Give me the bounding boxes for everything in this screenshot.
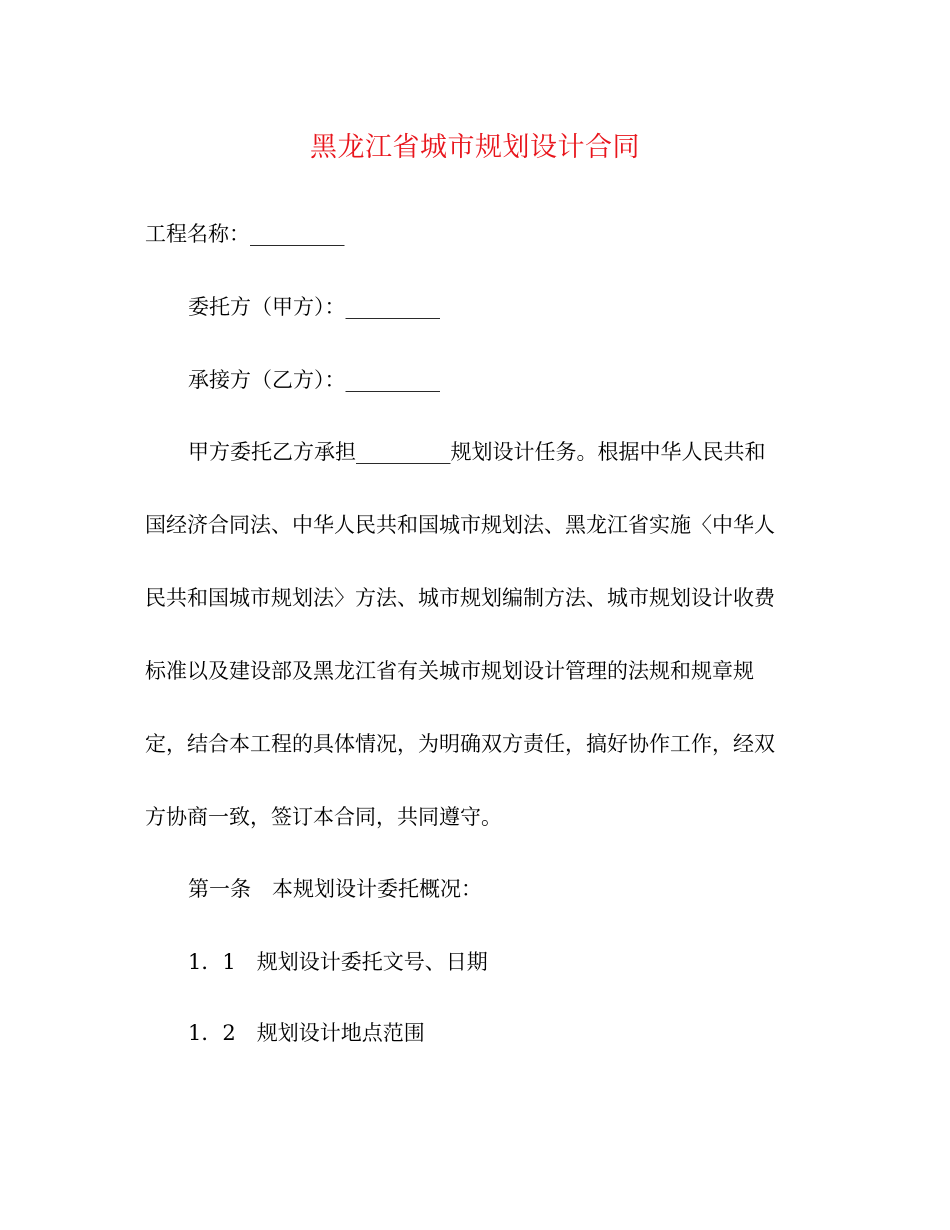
project-name-line: 工程名称：_________ [145,222,345,246]
body-paragraph-line: 民共和国城市规划法〉方法、城市规划编制方法、城市规划设计收费 [145,586,775,610]
document-title: 黑龙江省城市规划设计合同 [310,132,640,163]
body-paragraph-line: 国经济合同法、中华人民共和国城市规划法、黑龙江省实施〈中华人 [145,513,775,537]
body-paragraph-line: 定，结合本工程的具体情况，为明确双方责任，搞好协作工作，经双 [145,732,775,756]
article-1-heading: 第一条 本规划设计委托概况： [188,877,482,901]
item-1-1: 1．1 规划设计委托文号、日期 [188,950,488,974]
item-1-2: 1．2 规划设计地点范围 [188,1021,425,1045]
body-paragraph-line: 方协商一致，签订本合同，共同遵守。 [145,805,502,829]
body-paragraph-line: 甲方委托乙方承担_________规划设计任务。根据中华人民共和 [188,440,766,464]
body-paragraph-line: 标准以及建设部及黑龙江省有关城市规划设计管理的法规和规章规 [145,659,754,683]
client-line: 委托方（甲方）：_________ [188,295,440,319]
contractor-line: 承接方（乙方）：_________ [188,368,440,392]
